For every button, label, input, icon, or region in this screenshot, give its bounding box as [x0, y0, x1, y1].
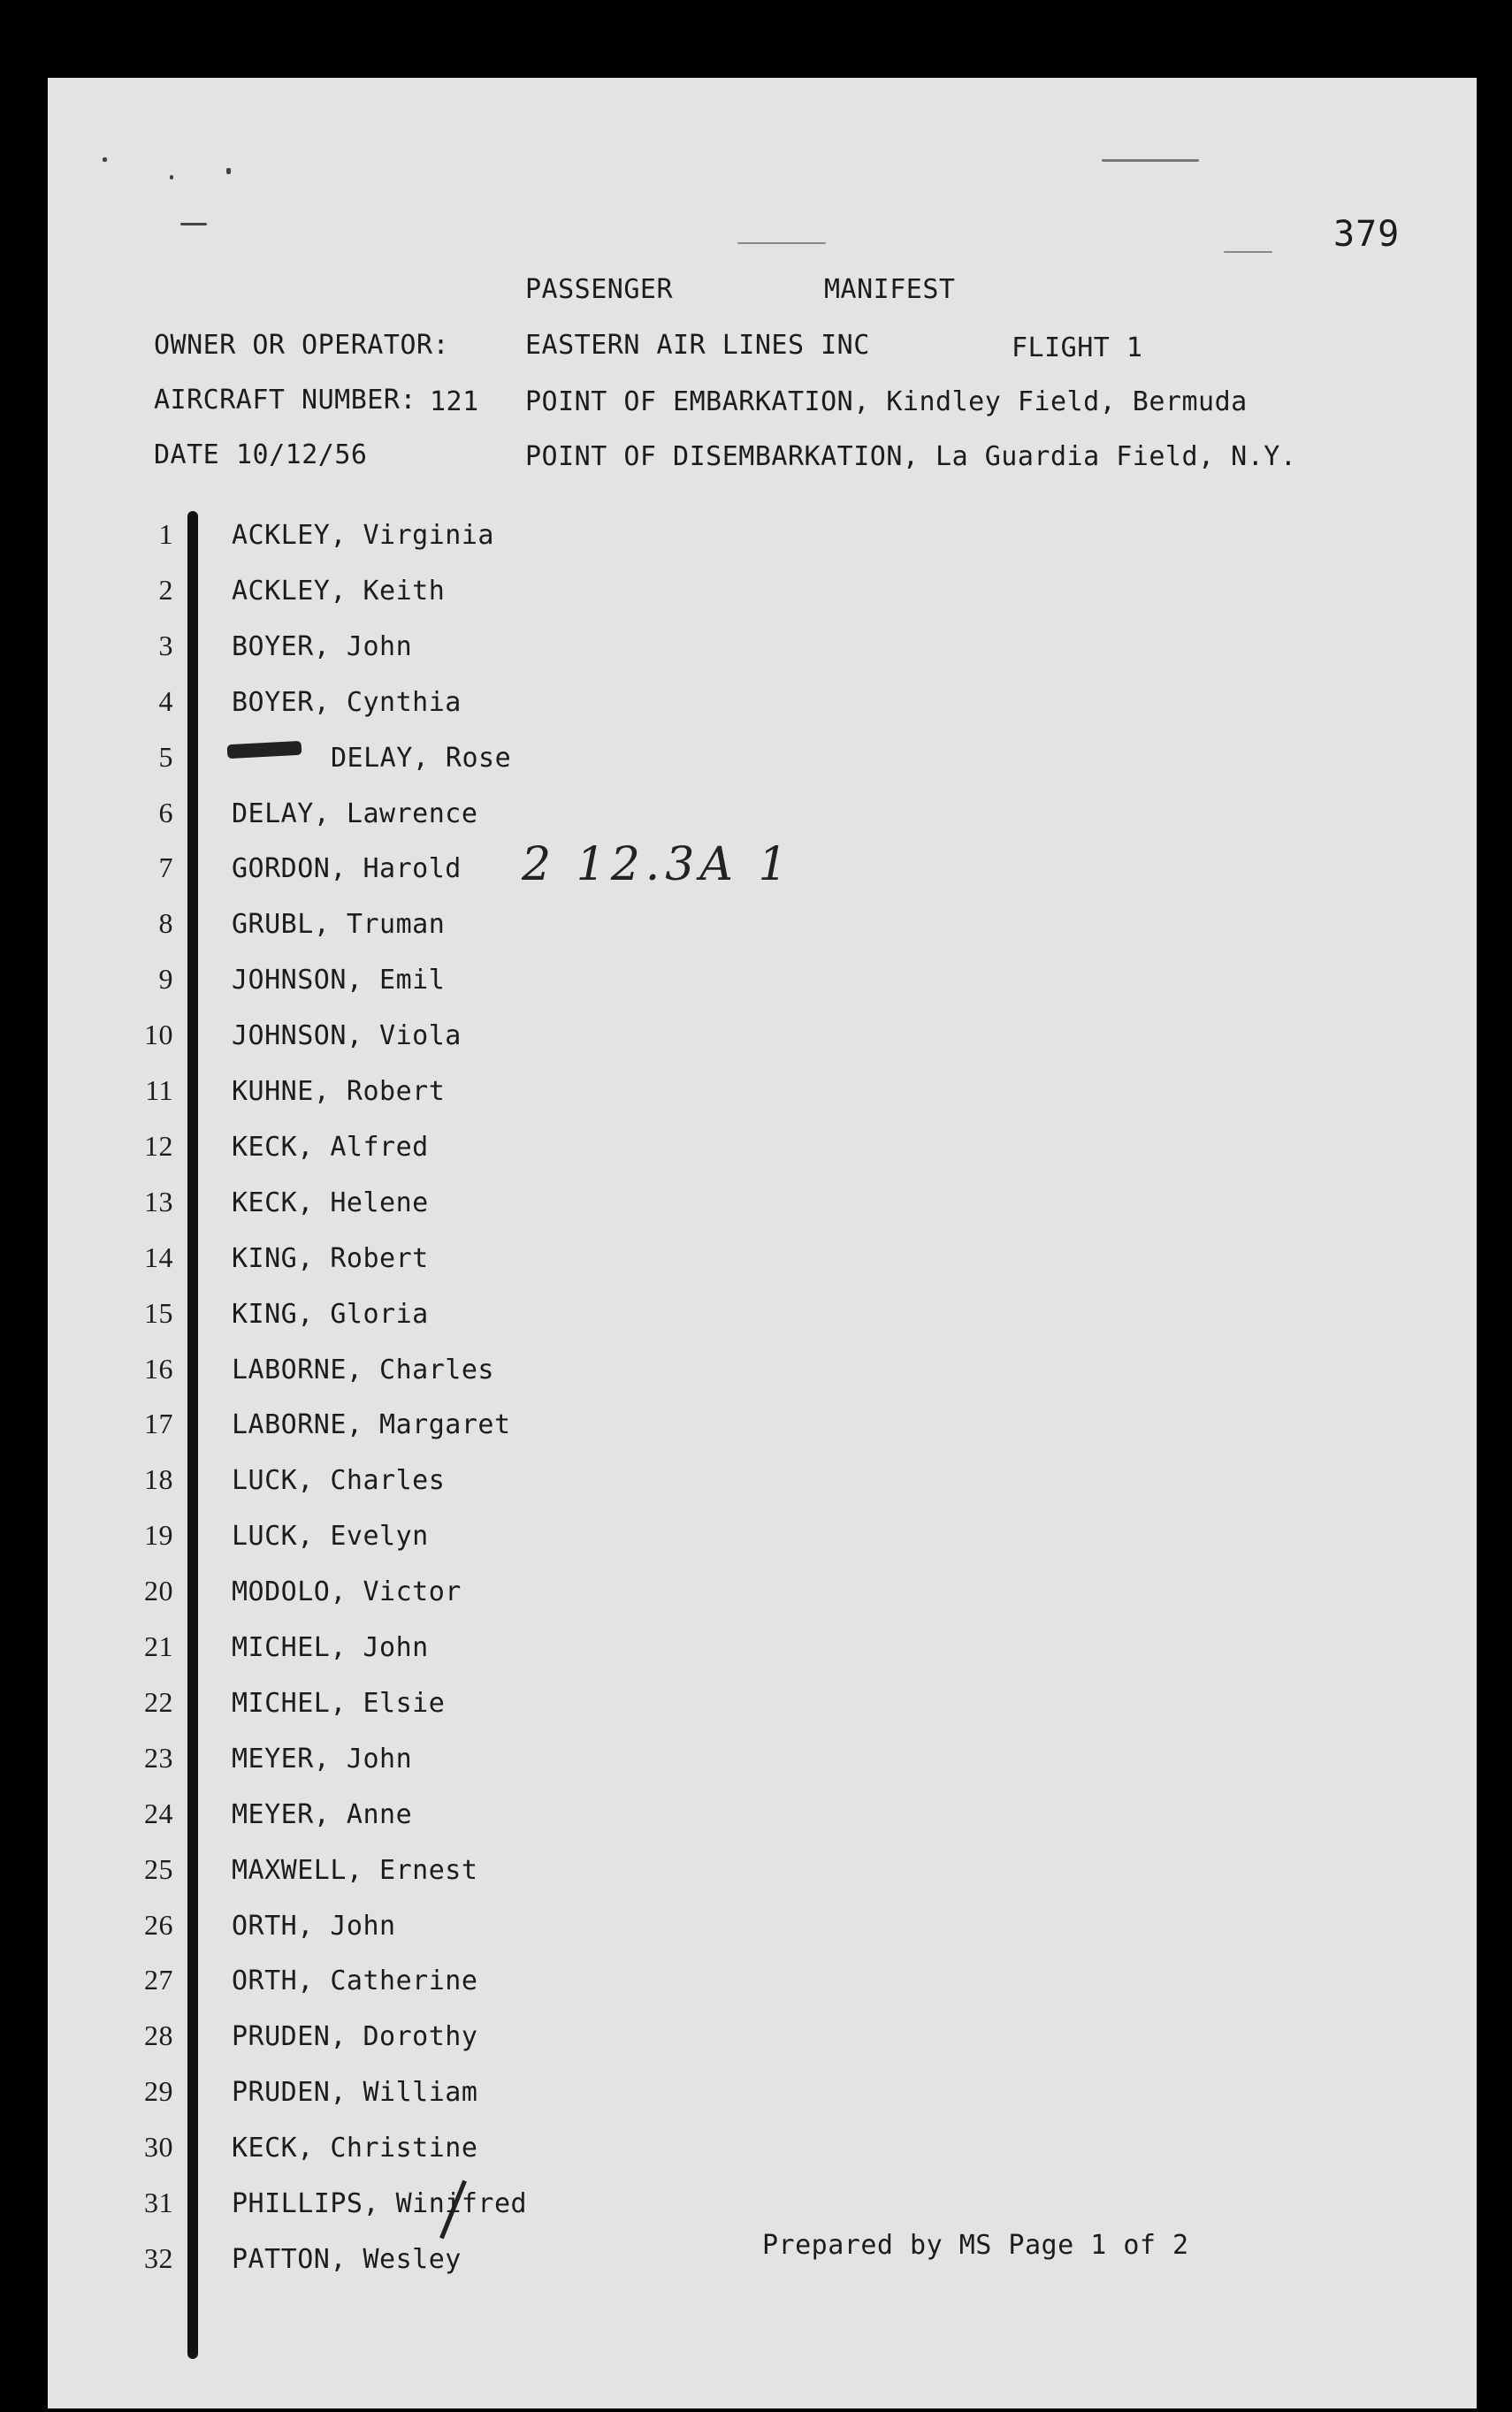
disembarkation-point: POINT OF DISEMBARKATION, La Guardia Field, N.Y. — [525, 441, 1297, 472]
passenger-row-number: 11 — [145, 1074, 173, 1106]
passenger-row-number: 13 — [144, 1186, 173, 1217]
passenger-row-number: 19 — [144, 1519, 173, 1551]
passenger-row-number: 29 — [144, 2075, 173, 2107]
passenger-name: PHILLIPS, Winifred — [232, 2188, 528, 2219]
scan-speck — [737, 242, 826, 244]
passenger-name: MODOLO, Victor — [232, 1576, 462, 1607]
aircraft-value: 121 — [430, 386, 479, 417]
passenger-row-number: 31 — [144, 2187, 173, 2218]
passenger-name: KUHNE, Robert — [232, 1076, 446, 1107]
passenger-row-number: 4 — [158, 685, 173, 717]
scan-speck — [170, 175, 173, 179]
manifest-page — [48, 78, 1477, 2408]
passenger-name: BOYER, Cynthia — [232, 687, 462, 718]
passenger-name: PRUDEN, William — [232, 2077, 478, 2108]
passenger-row-number: 21 — [144, 1630, 173, 1662]
passenger-row-number: 28 — [144, 2019, 173, 2051]
passenger-row-number: 12 — [144, 1130, 173, 1162]
passenger-name: LABORNE, Charles — [232, 1355, 494, 1385]
margin-ink-line — [187, 511, 198, 2359]
passenger-name: ACKLEY, Keith — [232, 576, 446, 607]
passenger-name: DELAY, Lawrence — [232, 798, 478, 829]
passenger-name: JOHNSON, Viola — [232, 1020, 462, 1051]
passenger-row-number: 30 — [144, 2131, 173, 2163]
passenger-name: MAXWELL, Ernest — [232, 1855, 478, 1886]
passenger-row-number: 10 — [144, 1019, 173, 1050]
scan-speck — [226, 168, 231, 174]
passenger-row-number: 15 — [144, 1297, 173, 1329]
aircraft-label: AIRCRAFT NUMBER: — [154, 385, 416, 416]
passenger-name: DELAY, Rose — [331, 743, 512, 774]
passenger-name: MEYER, Anne — [232, 1799, 413, 1830]
passenger-row-number: 3 — [158, 630, 173, 661]
handwritten-note: 2 12.3A 1 — [522, 838, 793, 891]
passenger-name: ORTH, Catherine — [232, 1965, 478, 1996]
passenger-row-number: 16 — [144, 1353, 173, 1385]
passenger-row-number: 6 — [158, 797, 173, 828]
passenger-name: KECK, Alfred — [232, 1132, 429, 1163]
passenger-name: JOHNSON, Emil — [232, 965, 446, 996]
passenger-name: GRUBL, Truman — [232, 909, 446, 940]
manifest-title-left: PASSENGER — [525, 274, 674, 305]
passenger-row-number: 8 — [158, 907, 173, 939]
passenger-row-number: 5 — [158, 741, 173, 773]
passenger-row-number: 18 — [144, 1463, 173, 1495]
passenger-row-number: 32 — [144, 2242, 173, 2274]
owner-label: OWNER OR OPERATOR: — [154, 330, 450, 361]
scan-speck — [103, 157, 107, 162]
passenger-row-number: 7 — [158, 851, 173, 883]
manifest-title-right: MANIFEST — [824, 274, 956, 305]
passenger-row-number: 23 — [144, 1742, 173, 1774]
passenger-row-number: 2 — [158, 574, 173, 606]
passenger-row-number: 27 — [144, 1964, 173, 1996]
owner-value: EASTERN AIR LINES INC — [525, 330, 870, 361]
passenger-row-number: 17 — [144, 1408, 173, 1439]
passenger-name: LUCK, Charles — [232, 1465, 446, 1496]
passenger-row-number: 9 — [158, 963, 173, 995]
scan-speck — [1102, 159, 1199, 162]
passenger-name: KING, Robert — [232, 1243, 429, 1274]
passenger-row-number: 24 — [144, 1798, 173, 1829]
embarkation-point: POINT OF EMBARKATION, Kindley Field, Bermuda — [525, 386, 1248, 417]
passenger-row-number: 14 — [144, 1241, 173, 1273]
passenger-name: KECK, Helene — [232, 1187, 429, 1218]
passenger-name: MICHEL, Elsie — [232, 1688, 446, 1719]
passenger-name: LUCK, Evelyn — [232, 1521, 429, 1552]
scan-speck — [180, 223, 207, 225]
passenger-name: BOYER, John — [232, 631, 413, 662]
passenger-name: ACKLEY, Virginia — [232, 520, 494, 551]
flight-number: FLIGHT 1 — [1012, 332, 1143, 363]
passenger-row-number: 25 — [144, 1853, 173, 1885]
scan-speck — [1224, 251, 1272, 253]
passenger-name: KECK, Christine — [232, 2133, 478, 2164]
passenger-name: PATTON, Wesley — [232, 2244, 462, 2275]
strikethrough-mark — [227, 741, 302, 759]
passenger-name: LABORNE, Margaret — [232, 1409, 511, 1440]
passenger-name: MICHEL, John — [232, 1632, 429, 1663]
prepared-by-footer: Prepared by MS Page 1 of 2 — [762, 2230, 1189, 2261]
date-value: 10/12/56 — [236, 439, 368, 470]
page-number: 379 — [1333, 214, 1401, 255]
passenger-name: MEYER, John — [232, 1744, 413, 1775]
passenger-row-number: 22 — [144, 1686, 173, 1718]
passenger-row-number: 20 — [144, 1575, 173, 1607]
passenger-name: PRUDEN, Dorothy — [232, 2021, 478, 2052]
passenger-row-number: 1 — [158, 518, 173, 550]
passenger-name: ORTH, John — [232, 1911, 396, 1942]
passenger-name: KING, Gloria — [232, 1299, 429, 1330]
passenger-name: GORDON, Harold — [232, 853, 462, 884]
date-label: DATE — [154, 439, 220, 470]
passenger-row-number: 26 — [144, 1909, 173, 1941]
